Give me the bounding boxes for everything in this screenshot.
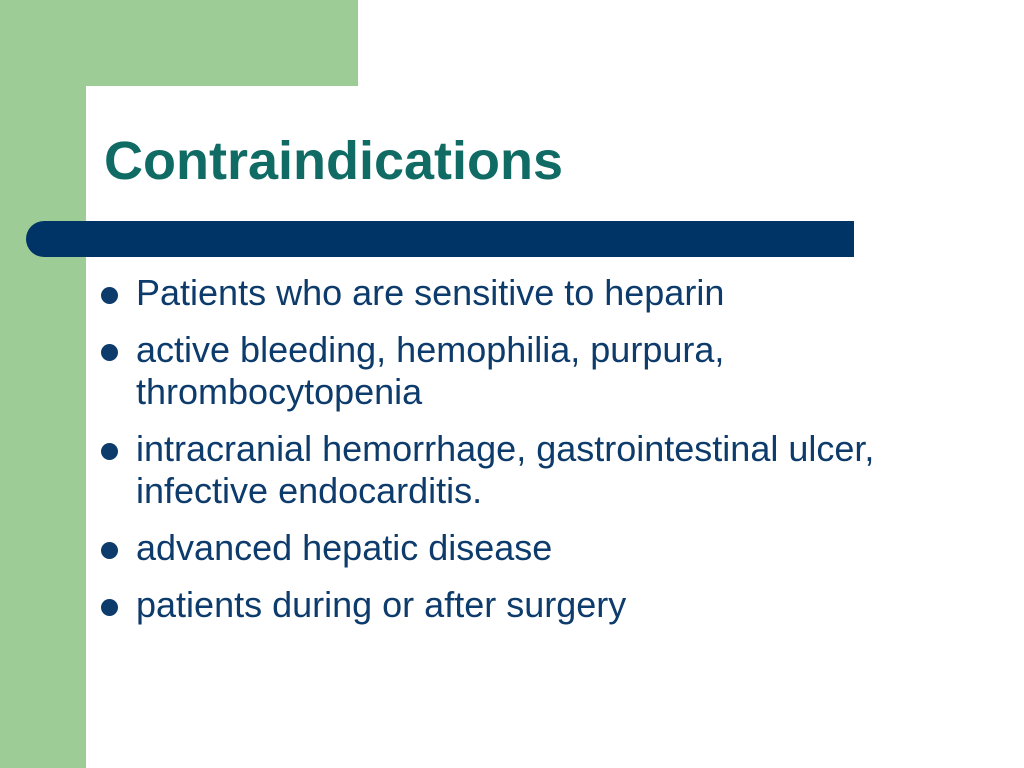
bullet-text: intracranial hemorrhage, gastrointestinal ulcer, infective endocarditis. bbox=[136, 428, 875, 511]
slide-title: Contraindications bbox=[104, 131, 564, 191]
title-underline-bar bbox=[26, 221, 854, 257]
green-top-decoration bbox=[0, 0, 358, 86]
bullet-item bbox=[98, 272, 998, 314]
bullet-dot-icon bbox=[101, 344, 118, 361]
bullet-item bbox=[98, 329, 998, 413]
bullet-item bbox=[98, 584, 998, 626]
bullet-dot-icon bbox=[101, 287, 118, 304]
bullet-dot-icon bbox=[101, 443, 118, 460]
bullet-dot-icon bbox=[101, 542, 118, 559]
bullet-dot-icon bbox=[101, 599, 118, 616]
bullet-text: patients during or after surgery bbox=[136, 584, 627, 625]
bullet-text: advanced hepatic disease bbox=[136, 527, 553, 568]
bullet-item bbox=[98, 428, 998, 512]
bullet-text: active bleeding, hemophilia, purpura, thrombocytopenia bbox=[136, 329, 725, 412]
bullet-text: Patients who are sensitive to heparin bbox=[136, 272, 725, 313]
bullet-item bbox=[98, 527, 998, 569]
bullet-list bbox=[98, 272, 998, 641]
green-sidebar-decoration bbox=[0, 0, 86, 768]
